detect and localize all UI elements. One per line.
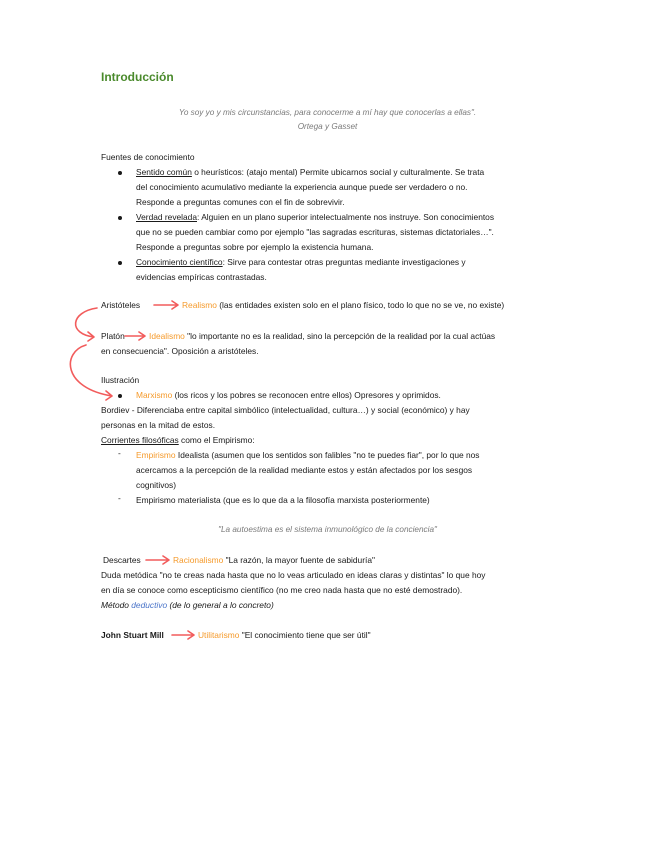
school-racionalismo: Racionalismo (173, 555, 224, 565)
page-title: Introducción (101, 70, 174, 84)
term-conocimiento-cientifico: Conocimiento científico (136, 257, 223, 267)
school-description: "El conocimiento tiene que ser útil" (239, 630, 371, 640)
paragraph-text: personas en la mitad de estos. (101, 420, 216, 430)
paragraph-text: en día se conoce como escepticismo científico (no me creo nada hasta que no esté demostrado). (101, 585, 463, 595)
school-marxismo: Marxismo (136, 390, 173, 400)
philosopher-mill: John Stuart Mill (101, 630, 164, 640)
school-description: "lo importante no es la realidad, sino la percepción de la realidad por la cual actúas (184, 331, 496, 341)
paragraph-text: Duda metódica "no te creas nada hasta que no lo veas articulado en ideas claras y distintas" lo que hoy (101, 570, 486, 580)
dash-bullet-icon: - (118, 493, 121, 503)
item-text: Idealista (asumen que los sentidos son falibles "no te puedes fiar", por lo que nos (175, 450, 480, 460)
school-realismo: Realismo (182, 300, 217, 310)
term-verdad-revelada: Verdad revelada (136, 212, 197, 222)
dash-bullet-icon: - (118, 448, 121, 458)
curved-arrow-icon (76, 308, 97, 341)
philosopher-aristoteles: Aristóteles (101, 300, 141, 310)
item-text: acercamos a la percepción de la realidad mediante estos y están afectados por los sesgos (136, 465, 473, 475)
arrow-icon (146, 556, 169, 564)
item-text: cognitivos) (136, 480, 177, 490)
term-sentido-comun: Sentido común (136, 167, 192, 177)
school-idealismo: Idealismo (149, 331, 185, 341)
item-text: Responde a preguntas sobre por ejemplo la existencia humana. (136, 242, 374, 252)
item-text: del conocimiento acumulativo mediante la experiencia aunque puede ser verdadero o no. (136, 182, 468, 192)
metodo-label: Método (101, 600, 132, 610)
school-empirismo: Empirismo (136, 450, 176, 460)
school-description: "La razón, la mayor fuente de sabiduría" (223, 555, 375, 565)
paragraph-text: como el Empirismo: (178, 435, 255, 445)
section-heading-fuentes: Fuentes de conocimiento (101, 152, 195, 162)
item-text: (los ricos y los pobres se reconocen entre ellos) Opresores y oprimidos. (172, 390, 441, 400)
philosopher-platon: Platón (101, 331, 125, 341)
item-text: que no se pueden cambiar como por ejemplo "las sagradas escrituras, sistemas dictatoriales…". (136, 227, 494, 237)
school-description: (las entidades existen solo en el plano físico, todo lo que no se ve, no existe) (216, 300, 505, 310)
metodo-description: (de lo general a lo concreto) (167, 600, 274, 610)
paragraph-text: Bordiev - Diferenciaba entre capital simbólico (intelectualidad, cultura…) y social (económico) y hay (101, 405, 470, 415)
term-deductivo: deductivo (131, 600, 168, 610)
school-description: en consecuencia". Oposición a aristóteles. (101, 346, 259, 356)
item-text: Responde a preguntas comunes con el fin de sobrevivir. (136, 197, 345, 207)
curved-arrow-icon (70, 345, 112, 400)
autoestima-quote: "La autoestima es el sistema inmunológico de la conciencia" (218, 525, 437, 534)
arrow-icon (172, 631, 194, 639)
term-corrientes-filosoficas: Corrientes filosóficas (101, 435, 179, 445)
item-text: : Alguien en un plano superior intelectualmente nos instruye. Son conocimientos (197, 212, 495, 222)
philosopher-descartes: Descartes (103, 555, 141, 565)
quote-author: Ortega y Gasset (297, 122, 358, 131)
school-utilitarismo: Utilitarismo (198, 630, 240, 640)
item-text: o heurísticos: (atajo mental) Permite ubicarnos social y culturalmente. Se trata (191, 167, 485, 177)
quote-text: Yo soy yo y mis circunstancias, para conocerme a mí hay que conocerlas a ellas". (178, 108, 477, 117)
list-item: Empirismo materialista (que es lo que da a la filosofía marxista posteriormente) (136, 495, 430, 505)
arrow-icon (154, 301, 178, 309)
section-heading-ilustracion: Ilustración (101, 375, 140, 385)
item-text: evidencias empíricas contrastadas. (136, 272, 267, 282)
arrow-icon (125, 332, 145, 340)
item-text: : Sirve para contestar otras preguntas mediante investigaciones y (222, 257, 466, 267)
